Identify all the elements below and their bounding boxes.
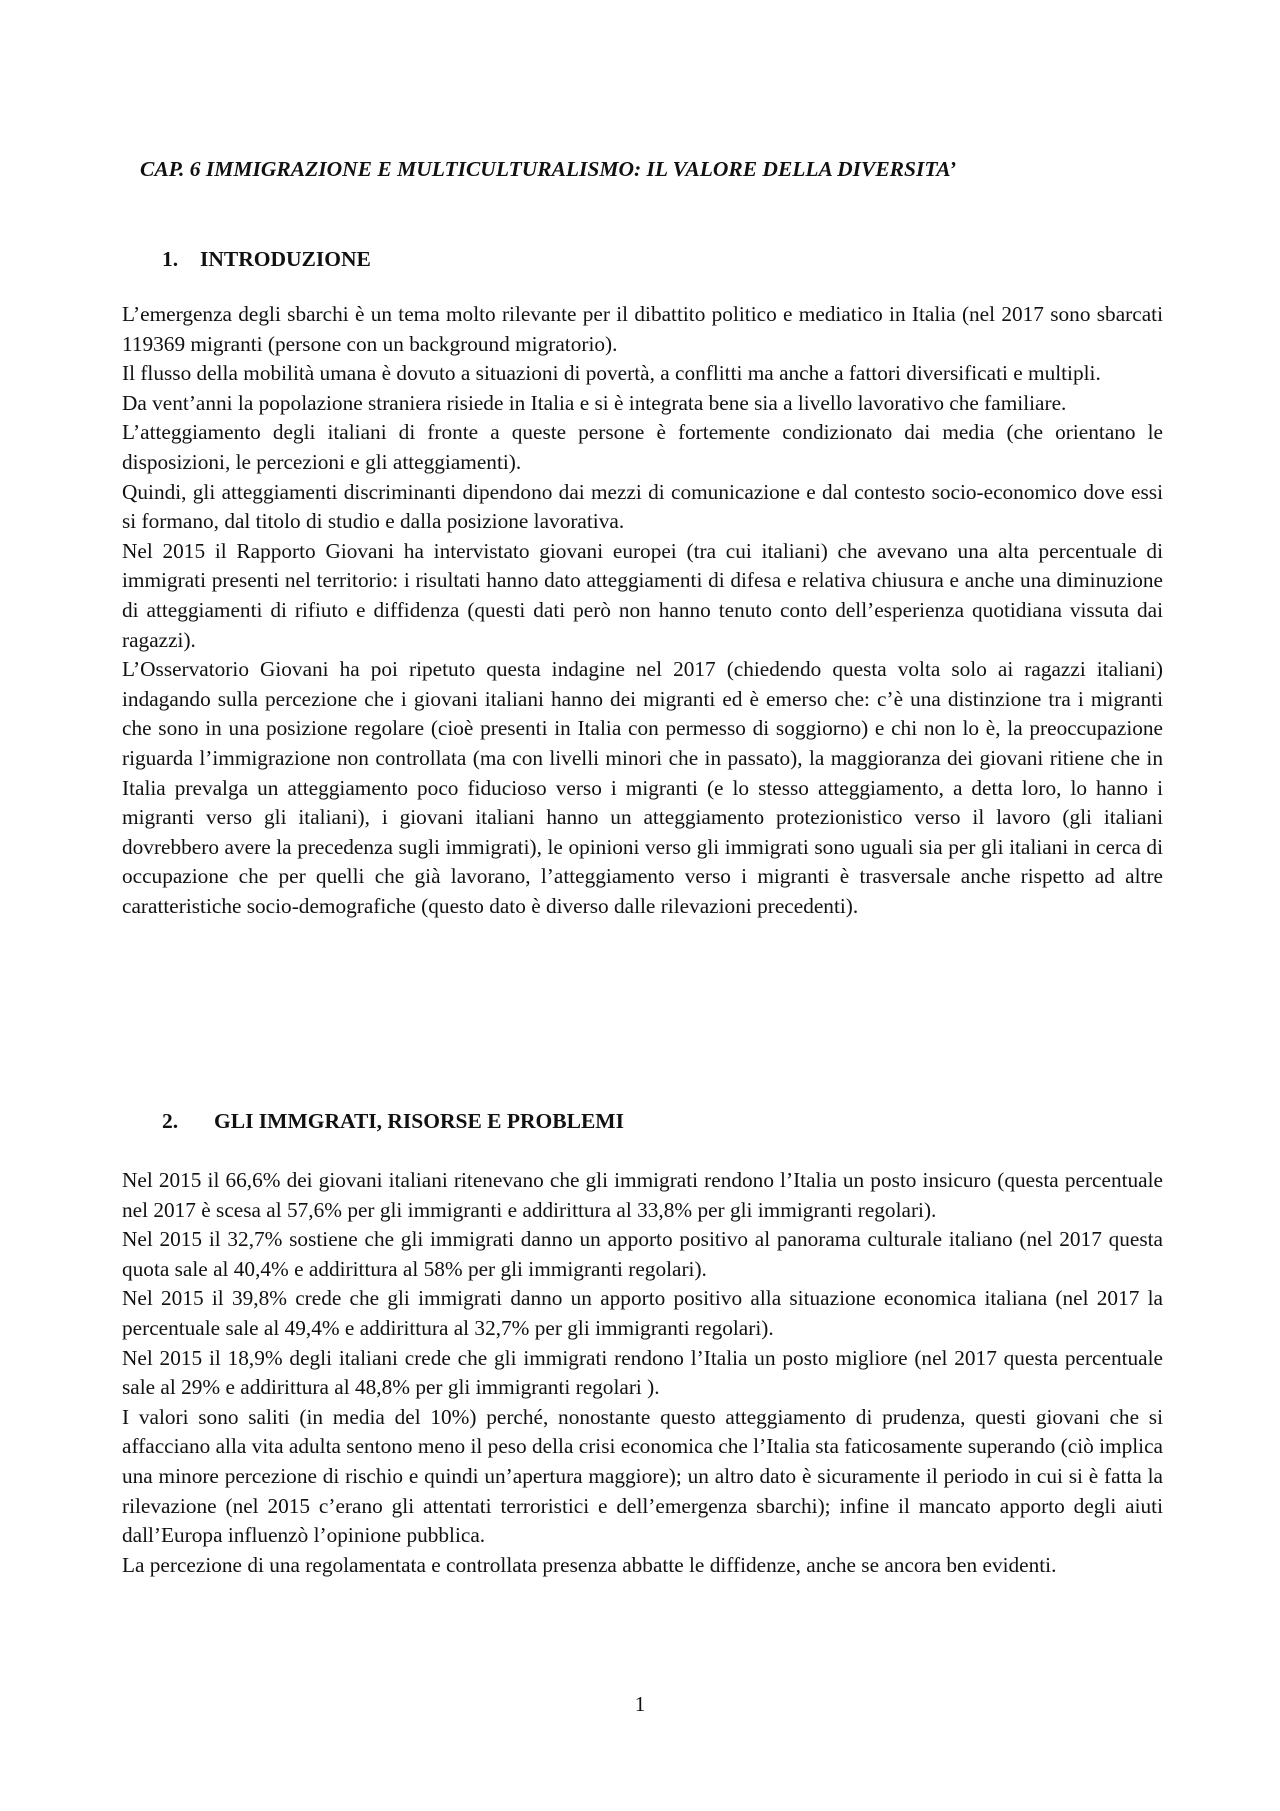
section-title: INTRODUZIONE xyxy=(200,247,371,271)
paragraph: Nel 2015 il 39,8% crede che gli immigrati danno un apporto positivo alla situazione economica italiana (nel 2017 la percentuale sale al 49,4% e addirittura al 32,7% per gli immigranti regolari). xyxy=(122,1286,1163,1340)
section-body-immigrati xyxy=(122,1166,1163,1580)
section-heading-immigrati xyxy=(162,1106,624,1136)
section-title: GLI IMMGRATI, RISORSE E PROBLEMI xyxy=(214,1109,624,1133)
paragraph: La percezione di una regolamentata e controllata presenza abbatte le diffidenze, anche se ancora ben evidenti. xyxy=(122,1552,1057,1577)
chapter-title: CAP. 6 IMMIGRAZIONE E MULTICULTURALISMO: IL VALORE DELLA DIVERSITA’ xyxy=(140,157,957,181)
paragraph: L’emergenza degli sbarchi è un tema molto rilevante per il dibattito politico e mediatico in Italia (nel 2017 sono sbarcati 119369 migranti (persone con un background migratorio). xyxy=(122,302,1163,356)
paragraph: Nel 2015 il 32,7% sostiene che gli immigrati danno un apporto positivo al panorama culturale italiano (nel 2017 questa quota sale al 40,4% e addirittura al 58% per gli immigranti regolari). xyxy=(122,1227,1163,1281)
paragraph: Nel 2015 il 66,6% dei giovani italiani ritenevano che gli immigrati rendono l’Italia un posto insicuro (questa percentuale nel 2017 è scesa al 57,6% per gli immigranti e addirittura al 33,8% per gli immigranti regolari). xyxy=(122,1168,1163,1222)
paragraph: Da vent’anni la popolazione straniera risiede in Italia e si è integrata bene sia a livello lavorativo che familiare. xyxy=(122,390,1067,415)
section-heading-introduzione xyxy=(162,244,371,274)
paragraph: L’Osservatorio Giovani ha poi ripetuto questa indagine nel 2017 (chiedendo questa volta solo ai ragazzi italiani) indagando sulla percezione che i giovani italiani hanno dei migranti ed è emerso che: c’è una distinzione tra i migranti che sono in una posizione regolare (cioè presenti in Italia con permesso di soggiorno) e chi non lo è, la preoccupazione riguarda l’immigrazione non controllata (ma con livelli minori che in passato), la maggioranza dei giovani ritiene che in Italia prevalga un atteggiamento poco fiducioso verso i migranti (e lo stesso atteggiamento, a detta loro, lo hanno i migranti verso gli italiani), i giovani italiani hanno un atteggiamento protezionistico verso il lavoro (gli italiani dovrebbero avere la precedenza sugli immigrati), le opinioni verso gli immigrati sono uguali sia per gli italiani in cerca di occupazione che per quelli che già lavorano, l’atteggiamento verso i migranti è trasversale anche rispetto ad altre caratteristiche socio-demografiche (questo dato è diverso dalle rilevazioni precedenti). xyxy=(122,657,1163,918)
section-body-introduzione xyxy=(122,300,1163,921)
paragraph: L’atteggiamento degli italiani di fronte a queste persone è fortemente condizionato dai media (che orientano le disposizioni, le percezioni e gli atteggiamenti). xyxy=(122,420,1163,474)
section-number: 1. xyxy=(162,247,179,271)
paragraph: I valori sono saliti (in media del 10%) perché, nonostante questo atteggiamento di prudenza, questi giovani che si affacciano alla vita adulta sentono meno il peso della crisi economica che l’Italia sta faticosamente superando (ciò implica una minore percezione di rischio e quindi un’apertura maggiore); un altro dato è sicuramente il periodo in cui si è fatta la rilevazione (nel 2015 c’erano gli attentati terroristici e dell’emergenza sbarchi); infine il mancato apporto degli aiuti dall’Europa influenzò l’opinione pubblica. xyxy=(122,1404,1163,1548)
section-number: 2. xyxy=(162,1109,179,1133)
paragraph: Nel 2015 il 18,9% degli italiani crede che gli immigrati rendono l’Italia un posto migliore (nel 2017 questa percentuale sale al 29% e addirittura al 48,8% per gli immigranti regolari ). xyxy=(122,1345,1163,1400)
paragraph: Nel 2015 il Rapporto Giovani ha intervistato giovani europei (tra cui italiani) che avevano una alta percentuale di immigrati presenti nel territorio: i risultati hanno dato atteggiamenti di difesa e relativa chiusura e anche una diminuzione di atteggiamenti di rifiuto e diffidenza (questi dati però non hanno tenuto conto dell’esperienza quotidiana vissuta dai ragazzi). xyxy=(122,538,1163,652)
page-number: 1 xyxy=(634,1692,646,1716)
paragraph: Quindi, gli atteggiamenti discriminanti dipendono dai mezzi di comunicazione e dal contesto socio-economico dove essi si formano, dal titolo di studio e dalla posizione lavorativa. xyxy=(122,479,1163,534)
paragraph: Il flusso della mobilità umana è dovuto a situazioni di povertà, a conflitti ma anche a fattori diversificati e multipli. xyxy=(122,361,1101,386)
